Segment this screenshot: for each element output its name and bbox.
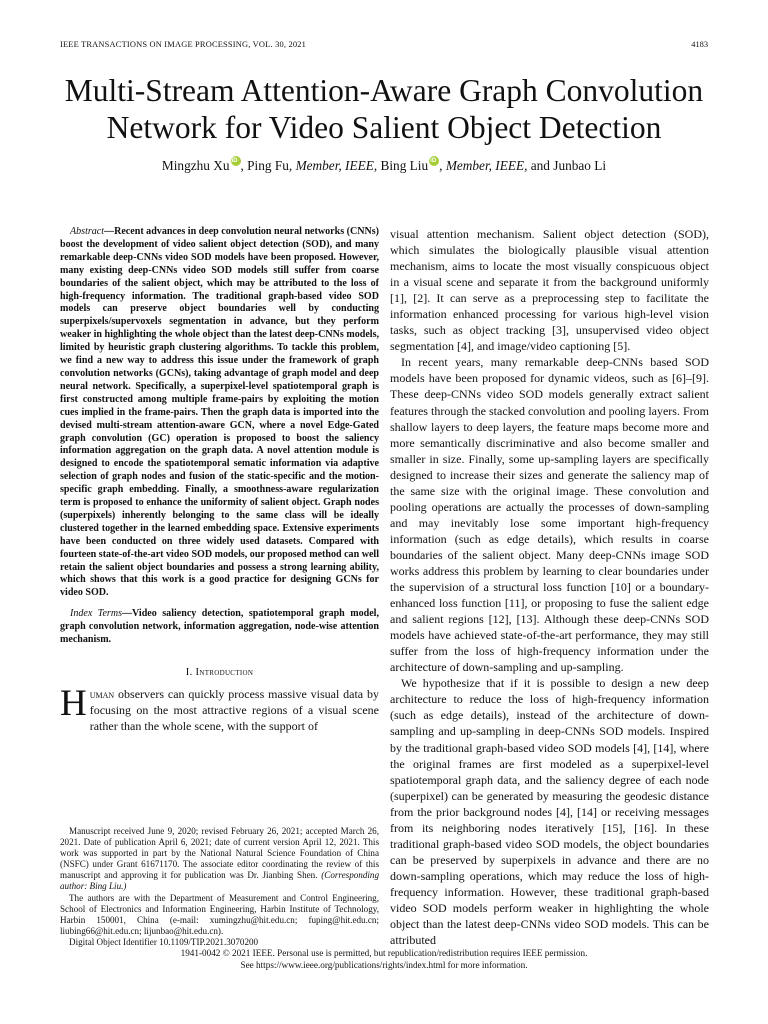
author-name: Mingzhu Xu bbox=[161, 158, 230, 173]
section-heading: I. Introduction bbox=[185, 667, 254, 678]
orcid-icon[interactable] bbox=[429, 156, 439, 166]
index-terms-label: Index Terms bbox=[70, 608, 122, 620]
title-line-1: Multi-Stream Attention-Aware Graph Convolution bbox=[64, 73, 704, 108]
copyright-line-1: 1941-0042 © 2021 IEEE. Personal use is permitted, but republication/redistribution requires IEEE permission. bbox=[180, 948, 588, 958]
title-line-2: Network for Video Salient Object Detection bbox=[106, 110, 662, 145]
author-list: Mingzhu XuiD , Ping Fu, Member, IEEE, Bing LiuiD , Member, IEEE, and Junbao Li bbox=[40, 156, 728, 174]
abstract: Abstract—Recent advances in deep convolution neural networks (CNNs) boost the development of video salient object detection (SOD), and many remarkable deep-CNNs video SOD models have been proposed. However, many existing deep-CNNs video SOD models still suffer from coarse boundaries of the salient object, which may be attributed to the loss of high-frequency information. The traditional graph-based video SOD models can preserve object boundaries well by conducting superpixels/supervoxels segmentation in advance, but they perform weaker in highlighting the whole object than the latest deep-CNNs models, limited by heuristic graph clustering algorithms. To tackle this problem, we find a new way to address this issue under the framework of graph convolution networks (GCNs), taking advantage of graph model and deep neural network. Specifically, a superpixel-level spatiotemporal graph is first constructed among multiple frame-pairs by exploiting the motion cues implied in the frame-pairs. Then the graph data is imported into the devised multi-stream attention-aware GCN, where a novel Edge-Gated graph convolution (GC) operation is proposed to boost the saliency information aggregation on the graph data. A novel attention module is designed to encode the spatiotemporal sematic information via adaptive selection of graph nodes and fusion of the static-specific and the motion-specific graph embedding. Finally, a smoothness-aware regularization term is proposed to enhance the uniformity of salient object. Graph nodes (superpixels) inherently belonging to the same class will be ideally clustered together in the learned embedding space. Extensive experiments have been conducted on three widely used datasets. Compared with fourteen state-of-the-art video SOD models, our proposed method can well retain the salient object boundaries and possess a strong learning ability, which shows that this work is a good practice for designing GCNs for video SOD. bbox=[60, 226, 379, 599]
drop-cap: H bbox=[60, 683, 87, 724]
abstract-text: Recent advances in deep convolution neural networks (CNNs) boost the development of video salient object detection (SOD), and many remarkable deep-CNNs video SOD models have been proposed. However, many existing deep-CNNs video SOD models still suffer from coarse boundaries of the salient object, which may be attributed to the loss of high-frequency information. The traditional graph-based video SOD models can preserve object boundaries well by conducting superpixels/supervoxels segmentation in advance, but they perform weaker in highlighting the whole object than the latest deep-CNNs models, limited by heuristic graph clustering algorithms. To tackle this problem, we find a new way to address this issue under the framework of graph convolution networks (GCNs), taking advantage of graph model and deep neural network. Specifically, a superpixel-level spatiotemporal graph is first constructed among multiple frame-pairs by exploiting the motion cues implied in the frame-pairs. Then the graph data is imported into the devised multi-stream attention-aware GCN, where a novel Edge-Gated graph convolution (GC) operation is proposed to boost the saliency information aggregation on the graph data. A novel attention module is designed to encode the spatiotemporal sematic information via adaptive selection of graph nodes and fusion of the static-specific and the motion-specific graph embedding. Finally, a smoothness-aware regularization term is proposed to enhance the uniformity of salient object. Graph nodes (superpixels) inherently belonging to the same class will be ideally clustered together in the learned embedding space. Extensive experiments have been conducted on three widely used datasets. Compared with fourteen state-of-the-art video SOD models, our proposed method can well retain the salient object boundaries and possess a strong learning ability, which shows that this work is a good practice for designing GCNs for video SOD. bbox=[60, 226, 379, 599]
footnote-affiliation: The authors are with the Department of Measurement and Control Engineering, School of Electronics and Information Engineering, Harbin Institute of Technology, Harbin 150001, China (e-mail: xumingzhu@hit.edu.cn; fuping@hit.edu.cn; liubing66@hit.edu.cn; lijunbao@hit.edu.cn). bbox=[60, 892, 379, 936]
index-terms-text: Video saliency detection, spatiotemporal graph model, graph convolution network, information aggregation, node-wise attention mechanism. bbox=[60, 608, 379, 646]
author-membership: Member, IEEE bbox=[445, 158, 525, 173]
left-column bbox=[60, 226, 379, 734]
body-paragraph: visual attention mechanism. Salient object detection (SOD), which simulates the biologically plausible visual attention mechanism, aims to locate the most visually conspicuous object in a visual scene and separate it from the background uniformly [1], [2]. It can serve as a preprocessing step to facilitate the information enhanced processing for various high-level vision tasks, such as object tracking [3], unsupervised video object segmentation [4], and image/video captioning [5]. bbox=[390, 227, 709, 354]
intro-paragraph: Human observers can quickly process massive visual data by focusing on the most attractive regions of a visual scene rather than the whole scene, with the support of bbox=[60, 683, 379, 733]
abstract-label: Abstract bbox=[70, 226, 105, 237]
footnote bbox=[60, 826, 379, 948]
body-paragraph: In recent years, many remarkable deep-CNNs based SOD models have been proposed for dynamic videos, such as [6]–[9]. These deep-CNNs video SOD models generally extract salient features through the stacked convolution and pooling layers. From shallow layers to deep layers, the feature maps become more and more semantically discriminative and also become smaller and smaller in size. Finally, some up-sampling layers are specifically designed to increase their sizes and generate the saliency map of the same size with the original image. These convolution and pooling operations are actually the processes of down-sampling and may inevitably lose some important high-frequency information (such as edge details), which results in coarse boundaries of the salient object. Many deep-CNNs image SOD works address this problem by learning to clear boundaries under the supervision of a structural loss function [10] or a boundary-enhanced loss function [11], or proposing to fuse the salient edge and salient regions [12], [13]. Although these deep-CNNs SOD models have achieved state-of-the-art performance, they may still suffer from the loss of high-frequency information under the architecture of down-sampling and up-sampling. bbox=[390, 355, 709, 675]
right-column bbox=[390, 226, 709, 948]
orcid-icon[interactable] bbox=[231, 156, 241, 166]
copyright-line-2: See https://www.ieee.org/publications/rights/index.html for more information. bbox=[240, 959, 528, 970]
copyright-notice bbox=[40, 948, 728, 971]
author-membership: Member, IEEE bbox=[295, 158, 374, 173]
footnote-manuscript: Manuscript received June 9, 2020; revised February 26, 2021; accepted March 26, 2021. Date of publication April 6, 2021; date of current version April 12, 2021. This work was supported in part by the National Natural Science Foundation of China (NSFC) under Grant 61671170. The associate editor coordinating the review of this manuscript and approving it for publication was Dr. Jianbing Shen. (Corresponding author: Bing Liu.) bbox=[60, 826, 379, 892]
running-header-journal: IEEE TRANSACTIONS ON IMAGE PROCESSING, VOL. 30, 2021 bbox=[60, 40, 306, 49]
index-terms: Index Terms—Video saliency detection, spatiotemporal graph model, graph convolution network, information aggregation, node-wise attention mechanism. bbox=[60, 608, 379, 646]
paper-title bbox=[40, 72, 728, 146]
footnote-doi: Digital Object Identifier 10.1109/TIP.2021.3070200 bbox=[69, 936, 259, 947]
page-number: 4183 bbox=[691, 40, 708, 49]
body-paragraph: We hypothesize that if it is possible to design a new deep architecture to reduce the loss of high-frequency information (such as edge details), instead of the architecture of down-sampling and up-sampling in deep-CNNs SOD models. Inspired by the traditional graph-based video SOD models [4], [14], where the original frames are first modeled as a superpixel-level spatiotemporal graph data, and the saliency degree of each node (superpixel) can be generated by measuring the geodesic distance from the prior background nodes [4], [14] or receiving messages from its neighboring nodes iteratively [15], [16]. In these traditional graph-based video SOD models, the object boundaries can be preserved by superpixels in advance and there are no down-sampling operations, which may reduce the loss of high-frequency information. However, these traditional graph-based video SOD models perform weaker in highlighting the whole object than the latest deep-CNNs video SOD models. This can be attributed bbox=[390, 676, 709, 948]
